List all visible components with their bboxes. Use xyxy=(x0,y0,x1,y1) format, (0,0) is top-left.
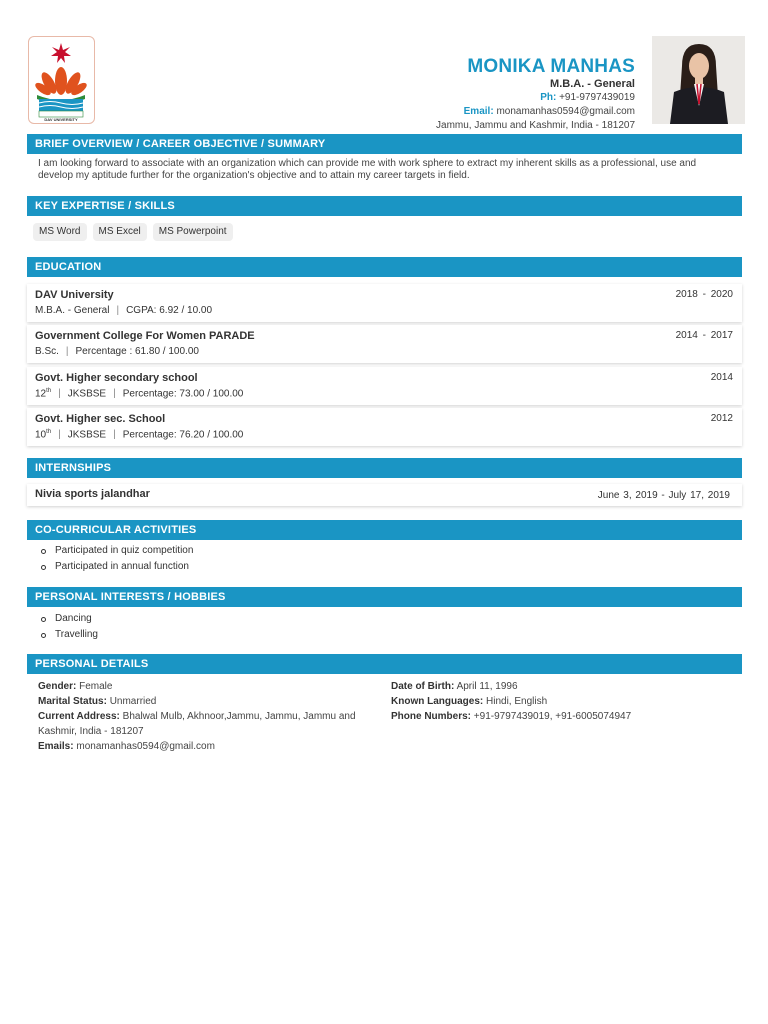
education-level: B.Sc. xyxy=(35,346,59,357)
languages-value: Hindi, English xyxy=(486,696,548,707)
gender-label: Gender: xyxy=(38,681,77,692)
dob-value: April 11, 1996 xyxy=(456,681,518,692)
emails-label: Emails: xyxy=(38,741,74,752)
gender-row xyxy=(38,679,368,694)
section-summary-header: BRIEF OVERVIEW / CAREER OBJECTIVE / SUMMARY xyxy=(27,134,742,154)
education-years: 2012 xyxy=(710,413,733,424)
list-item: Participated in quiz competition xyxy=(40,543,193,559)
education-level: 12 xyxy=(35,388,47,400)
candidate-name: MONIKA MANHAS xyxy=(467,56,635,77)
internship-company: Nivia sports jalandhar xyxy=(35,488,150,500)
person-portrait-icon xyxy=(652,36,745,124)
education-score: Percentage: 76.20 / 100.00 xyxy=(122,429,244,441)
education-institution: Govt. Higher sec. School xyxy=(35,413,166,425)
address-label: Current Address: xyxy=(38,711,120,722)
education-years: 2014 xyxy=(710,372,733,383)
education-institution: Government College For Women PARADE xyxy=(35,330,255,342)
education-entry xyxy=(27,284,742,322)
education-level: M.B.A. - General xyxy=(35,305,110,316)
phone-line xyxy=(436,91,635,105)
university-logo xyxy=(28,36,95,124)
education-details: 10th | JKSBSE | Percentage: 76.20 / 100.00 xyxy=(35,429,244,441)
phone-label: Ph: xyxy=(540,92,557,103)
emails-row xyxy=(38,739,368,754)
email-label: Email: xyxy=(463,106,494,117)
section-education-header: EDUCATION xyxy=(27,257,742,277)
email-value[interactable]: monamanhas0594@gmail.com xyxy=(496,106,635,117)
header-address: Jammu, Jammu and Kashmir, India - 181207 xyxy=(436,120,635,131)
education-score: CGPA: 6.92 / 10.00 xyxy=(126,305,213,316)
languages-row xyxy=(391,694,731,709)
list-item: Dancing xyxy=(40,611,98,627)
education-institution: DAV University xyxy=(35,289,114,301)
education-entry xyxy=(27,325,742,363)
education-level: 10 xyxy=(35,429,47,441)
skill-tag: MS Excel xyxy=(93,223,147,241)
internship-entry xyxy=(27,484,742,506)
education-level-suffix: th xyxy=(46,429,52,435)
section-personal-header: PERSONAL DETAILS xyxy=(27,654,742,674)
internship-dates: June 3, 2019 - July 17, 2019 xyxy=(597,490,730,501)
cocurricular-list xyxy=(40,543,193,575)
hobbies-list xyxy=(40,611,98,643)
dob-row xyxy=(391,679,731,694)
skills-list xyxy=(33,223,233,241)
education-board: JKSBSE xyxy=(67,429,107,441)
phone-value[interactable]: +91-9797439019 xyxy=(559,92,635,103)
marital-row xyxy=(38,694,368,709)
star-icon xyxy=(51,43,71,63)
logo-caption: DAV UNIVERSITY xyxy=(44,117,78,122)
education-details: M.B.A. - General | CGPA: 6.92 / 10.00 xyxy=(35,305,213,316)
education-entry xyxy=(27,367,742,405)
education-institution: Govt. Higher secondary school xyxy=(35,372,198,384)
list-item: Participated in annual function xyxy=(40,559,193,575)
list-item: Travelling xyxy=(40,627,98,643)
languages-label: Known Languages: xyxy=(391,696,484,707)
marital-value: Unmarried xyxy=(109,696,157,707)
marital-label: Marital Status: xyxy=(38,696,107,707)
section-skills-header: KEY EXPERTISE / SKILLS xyxy=(27,196,742,216)
education-details: 12th | JKSBSE | Percentage: 73.00 / 100.00 xyxy=(35,388,244,400)
education-details: B.Sc. | Percentage : 61.80 / 100.00 xyxy=(35,346,199,357)
address-row xyxy=(38,709,368,739)
profile-photo xyxy=(652,36,745,124)
logo-top-text: VIDAL xyxy=(55,96,67,100)
email-line xyxy=(436,105,635,119)
education-entry xyxy=(27,408,742,446)
personal-details-right xyxy=(391,679,731,724)
education-years: 2018 - 2020 xyxy=(675,289,733,300)
candidate-degree: M.B.A. - General xyxy=(550,78,635,90)
header-info xyxy=(436,57,635,133)
education-level-suffix: th xyxy=(46,388,52,394)
emails-value[interactable]: monamanhas0594@gmail.com xyxy=(76,741,215,752)
dob-label: Date of Birth: xyxy=(391,681,455,692)
section-hobbies-header: PERSONAL INTERESTS / HOBBIES xyxy=(27,587,742,607)
phones-value[interactable]: +91-9797439019, +91-6005074947 xyxy=(473,711,632,722)
gender-value: Female xyxy=(79,681,113,692)
skill-tag: MS Word xyxy=(33,223,87,241)
dav-university-emblem-icon xyxy=(29,37,94,123)
education-score: Percentage: 73.00 / 100.00 xyxy=(122,388,244,400)
phones-label: Phone Numbers: xyxy=(391,711,472,722)
address-value: Bhalwal Mulb, Akhnoor,Jammu, Jammu, Jammu and Kashmir, India - 181207 xyxy=(38,711,356,737)
skill-tag: MS Powerpoint xyxy=(153,223,233,241)
education-years: 2014 - 2017 xyxy=(675,330,733,341)
education-board: JKSBSE xyxy=(67,388,107,400)
summary-text: I am looking forward to associate with an organization which can provide me with work sphere to extract my inherent skills as a professional, use and develop my aptitude further for the organization's objective and to attain my career targets in field. xyxy=(38,158,697,181)
phones-row xyxy=(391,709,731,724)
education-score: Percentage : 61.80 / 100.00 xyxy=(75,346,199,357)
personal-details-left xyxy=(38,679,368,754)
section-internships-header: INTERNSHIPS xyxy=(27,458,742,478)
section-cocurricular-header: CO-CURRICULAR ACTIVITIES xyxy=(27,520,742,540)
